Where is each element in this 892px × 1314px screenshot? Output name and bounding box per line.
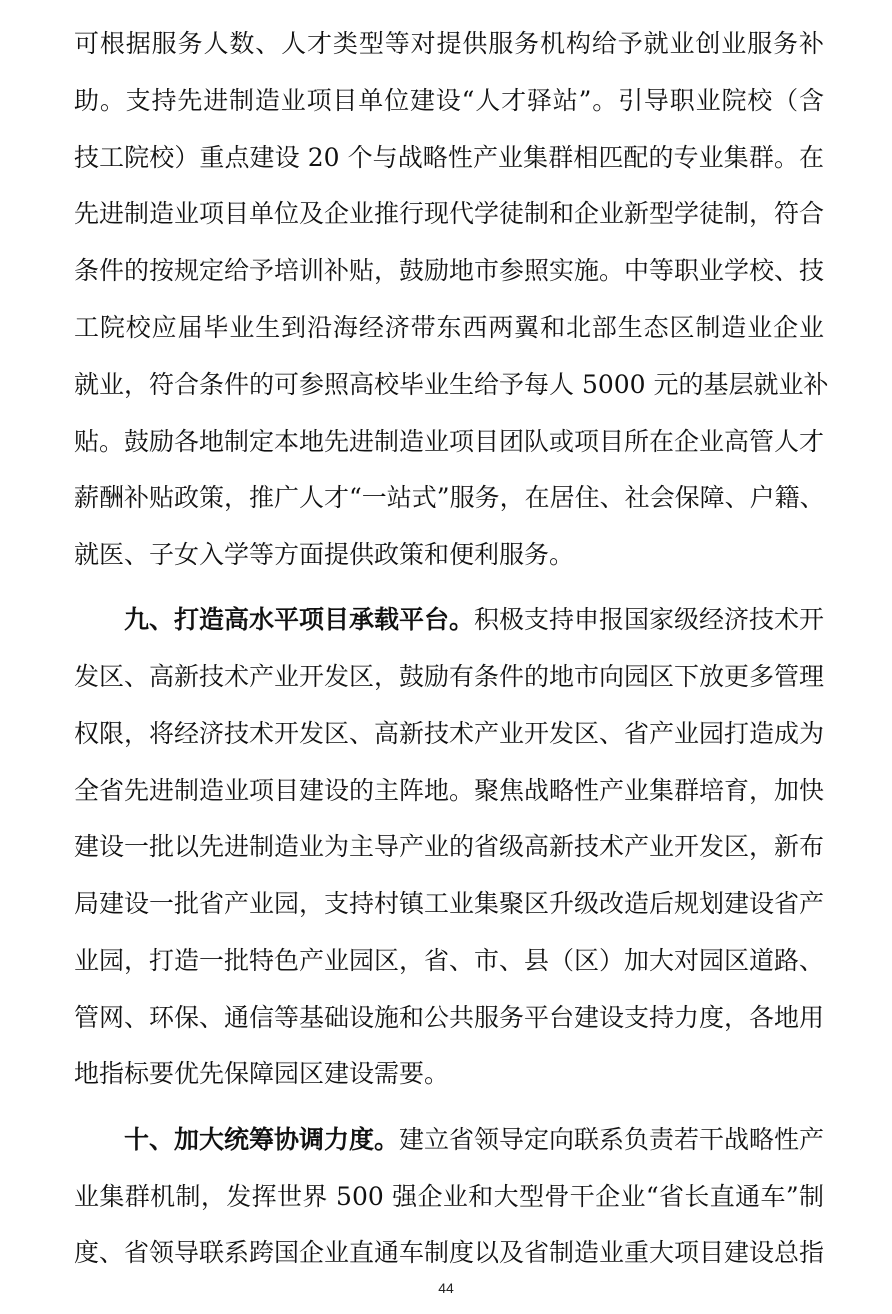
paragraph-line: 业园，打造一批特色产业园区，省、市、县（区）加大对园区道路、 (74, 946, 825, 975)
paragraph-line: 地指标要优先保障园区建设需要。 (74, 1059, 450, 1088)
paragraph-line: 发区、高新技术产业开发区，鼓励有条件的地市向园区下放更多管理 (74, 662, 825, 691)
section-first-line (124, 1123, 824, 1157)
paragraph-line: 条件的按规定给予培训补贴，鼓励地市参照实施。中等职业学校、技 (74, 256, 825, 285)
page-number: 44 (438, 1280, 454, 1296)
section-first-line (124, 603, 824, 637)
paragraph-line: 度、省领导联系跨国企业直通车制度以及省制造业重大项目建设总指 (74, 1238, 825, 1267)
section-text: 建立省领导定向联系负责若干战略性产 (399, 1125, 825, 1154)
section-heading: 九、打造高水平项目承载平台。 (124, 605, 475, 634)
paragraph-line: 技工院校）重点建设 20 个与战略性产业集群相匹配的专业集群。在 (74, 143, 824, 172)
paragraph-line: 可根据服务人数、人才类型等对提供服务机构给予就业创业服务补 (74, 29, 824, 58)
paragraph-line: 业集群机制，发挥世界 500 强企业和大型骨干企业“省长直通车”制 (74, 1182, 824, 1211)
section-heading: 十、加大统筹协调力度。 (124, 1125, 400, 1154)
paragraph-line: 薪酬补贴政策，推广人才“一站式”服务，在居住、社会保障、户籍、 (74, 483, 825, 512)
paragraph-line: 就医、子女入学等方面提供政策和便利服务。 (74, 540, 575, 569)
paragraph-line: 建设一批以先进制造业为主导产业的省级高新技术产业开发区，新布 (74, 832, 825, 861)
paragraph-line: 贴。鼓励各地制定本地先进制造业项目团队或项目所在企业高管人才 (74, 427, 825, 456)
paragraph-line: 权限，将经济技术开发区、高新技术产业开发区、省产业园打造成为 (74, 719, 825, 748)
paragraph-line: 全省先进制造业项目建设的主阵地。聚焦战略性产业集群培育，加快 (74, 776, 825, 805)
paragraph-line: 先进制造业项目单位及企业推行现代学徒制和企业新型学徒制，符合 (74, 199, 825, 228)
section-text: 积极支持申报国家级经济技术开 (474, 605, 825, 634)
paragraph-line: 就业，符合条件的可参照高校毕业生给予每人 5000 元的基层就业补 (74, 370, 829, 399)
paragraph-line: 助。支持先进制造业项目单位建设“人才驿站”。引导职业院校（含 (74, 86, 824, 115)
paragraph-line: 局建设一批省产业园，支持村镇工业集聚区升级改造后规划建设省产 (74, 889, 825, 918)
paragraph-line: 管网、环保、通信等基础设施和公共服务平台建设支持力度，各地用 (74, 1003, 825, 1032)
paragraph-line: 工院校应届毕业生到沿海经济带东西两翼和北部生态区制造业企业 (74, 313, 824, 342)
